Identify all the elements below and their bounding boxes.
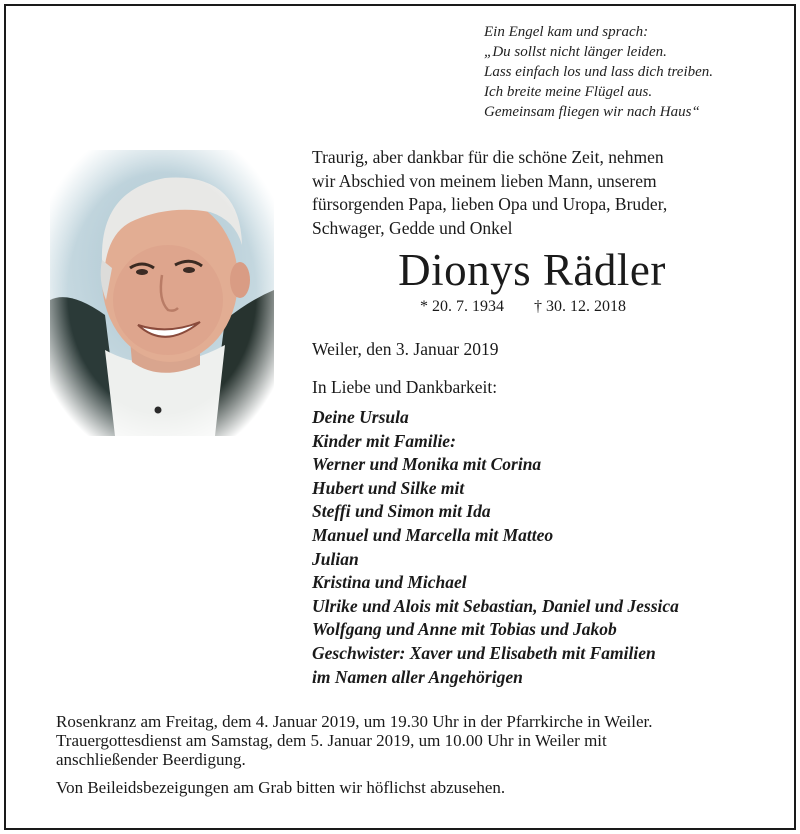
death-date: † 30. 12. 2018 <box>534 298 626 315</box>
family-list <box>312 406 782 689</box>
family-line: Kristina und Michael <box>312 572 467 593</box>
intro-line: Traurig, aber dankbar für die schöne Zeit, nehmen <box>312 147 664 167</box>
service-line: anschließender Beerdigung. <box>56 750 246 769</box>
condolence-note: Von Beileidsbezeigungen am Grab bitten wir höflichst abzusehen. <box>56 778 506 797</box>
family-line: im Namen aller Angehörigen <box>312 666 523 687</box>
poem-line: Ich breite meine Flügel aus. <box>484 84 653 100</box>
family-line: Ulrike und Alois mit Sebastian, Daniel und Jessica <box>312 595 679 616</box>
deceased-name: Dionys Rädler <box>398 245 666 295</box>
birth-date: * 20. 7. 1934 <box>420 298 504 315</box>
family-line: Werner und Monika mit Corina <box>312 454 542 475</box>
family-line: Julian <box>312 548 359 569</box>
intro-text <box>312 146 762 240</box>
family-line: Deine Ursula <box>312 407 409 427</box>
poem-line: Lass einfach los und lass dich treiben. <box>484 64 714 80</box>
intro-line: fürsorgenden Papa, lieben Opa und Uropa, Bruder, <box>312 194 668 214</box>
family-line: Kinder mit Familie: <box>312 430 456 451</box>
family-line: Steffi und Simon mit Ida <box>312 501 491 522</box>
family-line: Manuel und Marcella mit Matteo <box>312 524 554 545</box>
intro-line: wir Abschied von meinem lieben Mann, unserem <box>312 170 657 191</box>
poem-line: Ein Engel kam und sprach: <box>484 24 649 40</box>
portrait-illustration <box>50 150 274 436</box>
service-info <box>56 712 776 769</box>
family-line: Geschwister: Xaver und Elisabeth mit Familien <box>312 642 656 663</box>
poem-line: „Du sollst nicht länger leiden. <box>484 44 667 60</box>
gratitude-line: In Liebe und Dankbarkeit: <box>312 377 498 397</box>
service-line: Trauergottesdienst am Samstag, dem 5. Januar 2019, um 10.00 Uhr in Weiler mit <box>56 731 607 750</box>
poem-line: Gemeinsam fliegen wir nach Haus“ <box>484 104 700 120</box>
intro-line: Schwager, Gedde und Onkel <box>312 217 513 238</box>
family-line: Wolfgang und Anne mit Tobias und Jakob <box>312 619 617 640</box>
family-line: Hubert und Silke mit <box>312 477 465 498</box>
service-line: Rosenkranz am Freitag, dem 4. Januar 2019, um 19.30 Uhr in der Pfarrkirche in Weiler. <box>56 712 653 731</box>
poem <box>484 22 784 122</box>
place-date: Weiler, den 3. Januar 2019 <box>312 339 499 359</box>
life-dates <box>420 296 680 318</box>
portrait-photo <box>50 150 274 436</box>
